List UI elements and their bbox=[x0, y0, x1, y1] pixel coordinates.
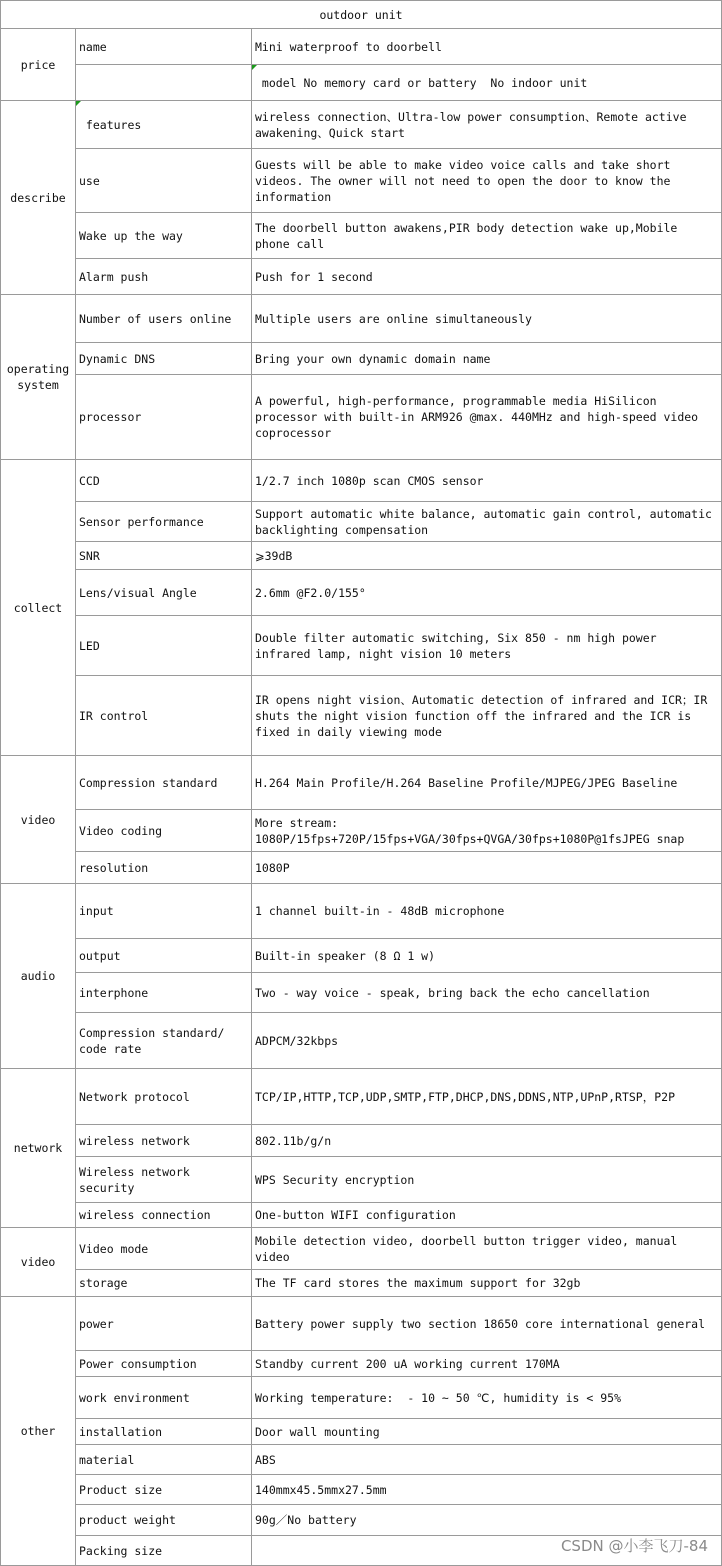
table-row bbox=[1, 343, 722, 375]
group-label-video: video bbox=[1, 756, 76, 884]
spec-name: Lens/visual Angle bbox=[76, 570, 252, 616]
spec-name: power bbox=[76, 1297, 252, 1351]
spec-name: CCD bbox=[76, 460, 252, 502]
group-label-video: video bbox=[1, 1228, 76, 1297]
spec-name: Network protocol bbox=[76, 1069, 252, 1125]
table-title: outdoor unit bbox=[1, 1, 722, 29]
spec-value: One-button WIFI configuration bbox=[252, 1203, 722, 1228]
spec-value: 1/2.7 inch 1080p scan CMOS sensor bbox=[252, 460, 722, 502]
spec-name: Compression standard/ code rate bbox=[76, 1013, 252, 1069]
table-row bbox=[1, 149, 722, 213]
spec-value: Built-in speaker (8 Ω 1 w) bbox=[252, 939, 722, 973]
spec-name: installation bbox=[76, 1419, 252, 1445]
table-row bbox=[1, 810, 722, 852]
spec-name: output bbox=[76, 939, 252, 973]
spec-name: Dynamic DNS bbox=[76, 343, 252, 375]
spec-value: 1 channel built-in - 48dB microphone bbox=[252, 884, 722, 939]
spec-value: Bring your own dynamic domain name bbox=[252, 343, 722, 375]
spec-name: interphone bbox=[76, 973, 252, 1013]
spec-value: TCP/IP,HTTP,TCP,UDP,SMTP,FTP,DHCP,DNS,DDNS,NTP,UPnP,RTSP，P2P bbox=[252, 1069, 722, 1125]
table-row bbox=[1, 375, 722, 460]
spec-name: use bbox=[76, 149, 252, 213]
table-row bbox=[1, 939, 722, 973]
spec-value: The doorbell button awakens,PIR body detection wake up,Mobile phone call bbox=[252, 213, 722, 259]
table-row bbox=[1, 1297, 722, 1351]
table-row bbox=[1, 542, 722, 570]
spec-name: name bbox=[76, 29, 252, 65]
spec-name: Alarm push bbox=[76, 259, 252, 295]
table-row bbox=[1, 29, 722, 65]
table-row bbox=[1, 1419, 722, 1445]
spec-value: Guests will be able to make video voice calls and take short videos. The owner will not need to open the door to know the information bbox=[252, 149, 722, 213]
spec-name: Wake up the way bbox=[76, 213, 252, 259]
spec-value: A powerful, high-performance, programmable media HiSilicon processor with built-in ARM926 @max. 440MHz and high-speed video coprocessor bbox=[252, 375, 722, 460]
watermark: CSDN @小李飞刀-84 bbox=[560, 1537, 708, 1555]
spec-value: Standby current 200 uA working current 170MA bbox=[252, 1351, 722, 1377]
table-row bbox=[1, 1505, 722, 1536]
table-title-row bbox=[1, 1, 722, 29]
group-label-describe: describe bbox=[1, 101, 76, 295]
spec-name: Packing size bbox=[76, 1536, 252, 1566]
spec-name: IR control bbox=[76, 676, 252, 756]
spec-name: Product size bbox=[76, 1475, 252, 1505]
spec-value: Battery power supply two section 18650 core international general bbox=[252, 1297, 722, 1351]
table-row bbox=[1, 1228, 722, 1270]
spec-value: H.264 Main Profile/H.264 Baseline Profile/MJPEG/JPEG Baseline bbox=[252, 756, 722, 810]
spec-value: 90g／No battery bbox=[252, 1505, 722, 1536]
table-row bbox=[1, 570, 722, 616]
spec-name: Number of users online bbox=[76, 295, 252, 343]
spec-value: 1080P bbox=[252, 852, 722, 884]
spec-value: 2.6mm @F2.0/155° bbox=[252, 570, 722, 616]
spec-name: LED bbox=[76, 616, 252, 676]
group-label-other: other bbox=[1, 1297, 76, 1566]
table-row bbox=[1, 213, 722, 259]
spec-value: Support automatic white balance, automatic gain control, automatic backlighting compensation bbox=[252, 502, 722, 542]
table-row bbox=[1, 756, 722, 810]
spec-value: IR opens night vision、Automatic detection of infrared and ICR；IR shuts the night vision function off the infrared and the ICR is fixed in daily viewing mode bbox=[252, 676, 722, 756]
spec-value: The TF card stores the maximum support for 32gb bbox=[252, 1270, 722, 1297]
spec-value: Push for 1 second bbox=[252, 259, 722, 295]
spec-value: ABS bbox=[252, 1445, 722, 1475]
spec-name: Power consumption bbox=[76, 1351, 252, 1377]
group-label-operating-system: operating system bbox=[1, 295, 76, 460]
table-row bbox=[1, 1270, 722, 1297]
spec-name: SNR bbox=[76, 542, 252, 570]
spec-name: input bbox=[76, 884, 252, 939]
spec-value: model No memory card or battery No indoor unit bbox=[252, 65, 722, 101]
spec-value: Double filter automatic switching, Six 850 - nm high power infrared lamp, night vision 10 meters bbox=[252, 616, 722, 676]
spec-value: Two - way voice - speak, bring back the echo cancellation bbox=[252, 973, 722, 1013]
table-row bbox=[1, 676, 722, 756]
spec-value: ⩾39dB bbox=[252, 542, 722, 570]
spec-name: storage bbox=[76, 1270, 252, 1297]
spec-name: product weight bbox=[76, 1505, 252, 1536]
table-row bbox=[1, 616, 722, 676]
spec-name: material bbox=[76, 1445, 252, 1475]
spec-name: Compression standard bbox=[76, 756, 252, 810]
table-row bbox=[1, 1013, 722, 1069]
table-row bbox=[1, 1069, 722, 1125]
table-row bbox=[1, 973, 722, 1013]
table-row bbox=[1, 1475, 722, 1505]
table-row bbox=[1, 1445, 722, 1475]
spec-value: Working temperature: - 10 ~ 50 ℃, humidity is < 95% bbox=[252, 1377, 722, 1419]
spec-name: work environment bbox=[76, 1377, 252, 1419]
table-row bbox=[1, 295, 722, 343]
spec-value: Mini waterproof to doorbell bbox=[252, 29, 722, 65]
group-label-network: network bbox=[1, 1069, 76, 1228]
spec-value: Multiple users are online simultaneously bbox=[252, 295, 722, 343]
table-row bbox=[1, 884, 722, 939]
spec-value: Door wall mounting bbox=[252, 1419, 722, 1445]
spec-name: Sensor performance bbox=[76, 502, 252, 542]
group-label-price: price bbox=[1, 29, 76, 101]
group-label-audio: audio bbox=[1, 884, 76, 1069]
table-row bbox=[1, 259, 722, 295]
spec-value: Mobile detection video, doorbell button trigger video, manual video bbox=[252, 1228, 722, 1270]
spec-value: ADPCM/32kbps bbox=[252, 1013, 722, 1069]
group-label-collect: collect bbox=[1, 460, 76, 756]
table-row bbox=[1, 1351, 722, 1377]
spec-name: resolution bbox=[76, 852, 252, 884]
spec-name: Video coding bbox=[76, 810, 252, 852]
spec-name: Wireless network security bbox=[76, 1157, 252, 1203]
table-row bbox=[1, 1203, 722, 1228]
spec-name: features bbox=[76, 101, 252, 149]
spec-value: 140mmx45.5mmx27.5mm bbox=[252, 1475, 722, 1505]
table-row bbox=[1, 101, 722, 149]
spec-name: Video mode bbox=[76, 1228, 252, 1270]
table-row bbox=[1, 502, 722, 542]
spec-value: WPS Security encryption bbox=[252, 1157, 722, 1203]
table-row bbox=[1, 1125, 722, 1157]
table-row bbox=[1, 65, 722, 101]
table-row bbox=[1, 460, 722, 502]
table-row bbox=[1, 1157, 722, 1203]
spec-value: More stream: 1080P/15fps+720P/15fps+VGA/30fps+QVGA/30fps+1080P@1fsJPEG snap bbox=[252, 810, 722, 852]
spec-value: 802.11b/g/n bbox=[252, 1125, 722, 1157]
table-row bbox=[1, 852, 722, 884]
table-row bbox=[1, 1377, 722, 1419]
spec-value: wireless connection、Ultra-low power consumption、Remote active awakening、Quick start bbox=[252, 101, 722, 149]
spec-name: wireless network bbox=[76, 1125, 252, 1157]
spec-name: wireless connection bbox=[76, 1203, 252, 1228]
spec-name bbox=[76, 65, 252, 101]
spec-name: processor bbox=[76, 375, 252, 460]
